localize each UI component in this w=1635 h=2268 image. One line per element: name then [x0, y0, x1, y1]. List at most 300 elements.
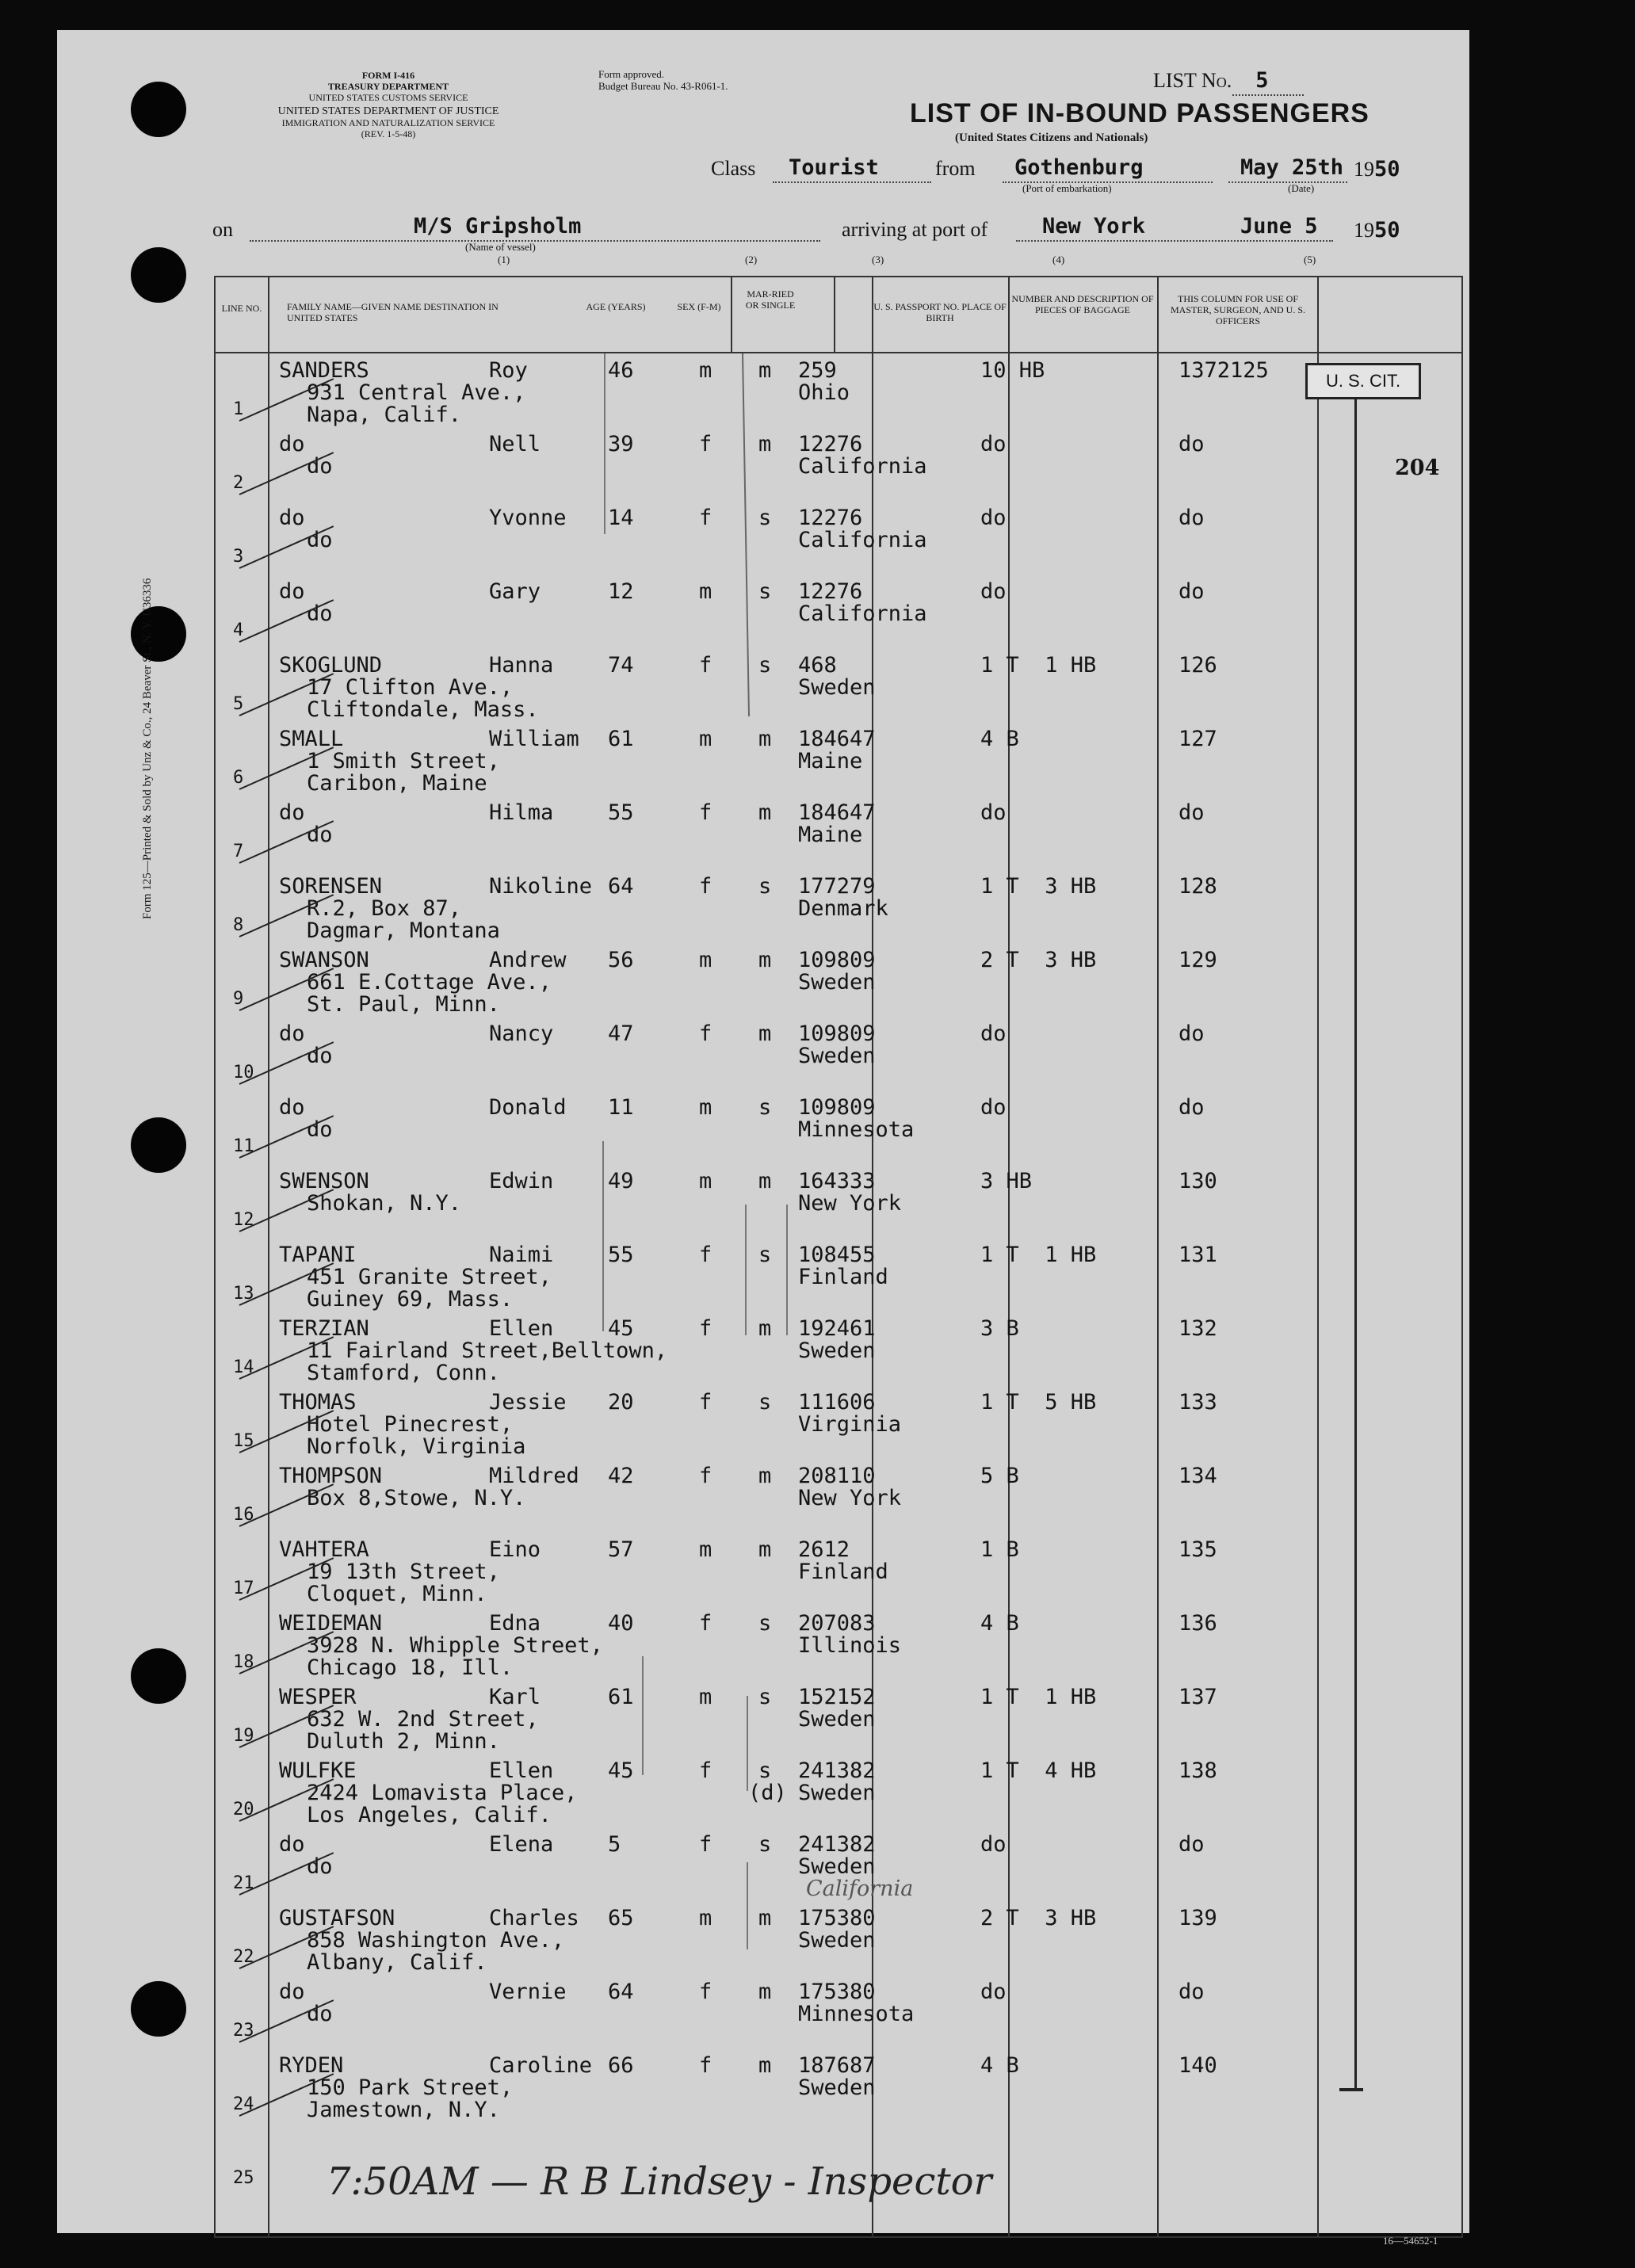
place-of-birth: New York: [798, 1191, 902, 1216]
marital-status: m: [758, 1021, 772, 1046]
given-name: Mildred: [489, 1464, 579, 1488]
destination-line-2: Duluth 2, Minn.: [307, 1729, 500, 1754]
marital-status: s: [758, 1390, 772, 1415]
marital-status: m: [758, 2053, 772, 2078]
baggage-cell: 1 T 1 HB: [980, 1685, 1097, 1709]
family-name: VAHTERA: [279, 1537, 369, 1562]
place-of-birth: Sweden: [798, 1781, 876, 1805]
officer-cell: 131: [1178, 1243, 1217, 1267]
given-name: Edna: [489, 1611, 541, 1636]
sex-cell: m: [699, 1685, 712, 1709]
line-number: 15: [233, 1431, 254, 1451]
punch-hole: [131, 82, 186, 137]
embark-year: [1354, 157, 1400, 181]
sex-cell: m: [699, 948, 712, 972]
family-name: SORENSEN: [279, 874, 383, 899]
page-subtitle: (United States Citizens and Nationals): [955, 132, 1148, 144]
sex-cell: m: [699, 358, 712, 383]
destination-line-1: do: [307, 1117, 333, 1142]
passport-number: 152152: [798, 1685, 876, 1709]
passport-number: 184647: [798, 800, 876, 825]
given-name: Caroline: [489, 2053, 593, 2078]
punch-hole: [131, 1981, 186, 2037]
passport-number: 164333: [798, 1169, 876, 1193]
table-row: [216, 1533, 1461, 1606]
line-number: 20: [233, 1800, 254, 1819]
place-of-birth: Finland: [798, 1265, 888, 1289]
age-cell: 47: [608, 1021, 634, 1046]
table-row: [216, 2048, 1461, 2122]
age-cell: 57: [608, 1537, 634, 1562]
form-revision: (REV. 1-5-48): [361, 128, 416, 139]
family-name: GUSTAFSON: [279, 1906, 395, 1930]
place-of-birth: Sweden: [798, 970, 876, 995]
place-of-birth: Virginia: [798, 1412, 902, 1437]
column-header-baggage: NUMBER AND DESCRIPTION OF PIECES OF BAGGAGE: [1011, 293, 1154, 315]
passport-number: 175380: [798, 1980, 876, 2004]
destination-line-2: Los Angeles, Calif.: [307, 1803, 552, 1827]
baggage-cell: 1 T 1 HB: [980, 1243, 1097, 1267]
destination-line-1: do: [307, 1044, 333, 1068]
from-label: from: [935, 157, 976, 180]
officer-cell: do: [1178, 579, 1205, 604]
line-number: 3: [233, 547, 244, 567]
age-cell: 42: [608, 1464, 634, 1488]
line-number: 25: [233, 2168, 254, 2188]
baggage-cell: 1 T 4 HB: [980, 1758, 1097, 1783]
sex-cell: m: [699, 727, 712, 751]
table-row: [216, 943, 1461, 1017]
place-of-birth: California: [798, 601, 927, 626]
passport-number: 241382: [798, 1758, 876, 1783]
family-name: SMALL: [279, 727, 344, 751]
age-cell: 65: [608, 1906, 634, 1930]
age-cell: 20: [608, 1390, 634, 1415]
budget-line: Budget Bureau No. 43-R061-1.: [598, 80, 728, 92]
punch-hole: [131, 606, 186, 662]
family-name: do: [279, 800, 305, 825]
age-cell: 40: [608, 1611, 634, 1636]
inspector-signature: 7:50AM — R B Lindsey - Inspector: [327, 2159, 992, 2204]
destination-line-1: 19 13th Street,: [307, 1560, 500, 1584]
marital-status: m: [758, 1169, 772, 1193]
form-header-agencies: [202, 70, 575, 139]
column-caption-4: (4): [1052, 254, 1065, 265]
table-row: [216, 1312, 1461, 1385]
sex-cell: f: [699, 1832, 712, 1857]
sex-cell: f: [699, 1243, 712, 1267]
table-row: [216, 501, 1461, 575]
line-number: 17: [233, 1579, 254, 1598]
family-name: TAPANI: [279, 1243, 357, 1267]
destination-line-1: 931 Central Ave.,: [307, 380, 526, 405]
age-cell: 61: [608, 1685, 634, 1709]
officer-cell: 129: [1178, 948, 1217, 972]
marital-status: m: [758, 727, 772, 751]
age-cell: 55: [608, 1243, 634, 1267]
sex-cell: m: [699, 1095, 712, 1120]
officer-cell: 128: [1178, 874, 1217, 899]
baggage-cell: 1 B: [980, 1537, 1019, 1562]
passport-number: 12276: [798, 432, 863, 456]
family-name: SKOGLUND: [279, 653, 383, 678]
given-name: Karl: [489, 1685, 541, 1709]
family-name: do: [279, 1832, 305, 1857]
place-of-birth: Sweden: [798, 675, 876, 700]
baggage-cell: 1 T 5 HB: [980, 1390, 1097, 1415]
place-of-birth: Minnesota: [798, 2002, 915, 2026]
marital-status: m: [758, 432, 772, 456]
embarkation-date: May 25th: [1240, 155, 1344, 180]
destination-line-1: 11 Fairland Street,Belltown,: [307, 1338, 668, 1363]
age-cell: 12: [608, 579, 634, 604]
vessel-name: M/S Gripsholm: [414, 214, 582, 239]
officer-cell: 138: [1178, 1758, 1217, 1783]
destination-line-2: Cliftondale, Mass.: [307, 697, 539, 722]
baggage-cell: 4 B: [980, 2053, 1019, 2078]
baggage-cell: do: [980, 579, 1007, 604]
age-cell: 64: [608, 874, 634, 899]
on-label: on: [212, 218, 233, 241]
passport-number: 177279: [798, 874, 876, 899]
baggage-cell: 4 B: [980, 1611, 1019, 1636]
place-of-birth: Sweden: [798, 1707, 876, 1732]
arrival-line: [1016, 239, 1333, 242]
baggage-cell: do: [980, 1832, 1007, 1857]
approval-note: [598, 68, 728, 92]
officer-cell: 132: [1178, 1316, 1217, 1341]
passport-number: 184647: [798, 727, 876, 751]
marital-status: m: [758, 358, 772, 383]
line-number: 14: [233, 1357, 254, 1377]
baggage-cell: do: [980, 800, 1007, 825]
column-caption-3: (3): [872, 254, 884, 265]
column-header-sex: SEX (F-M): [677, 301, 721, 312]
column-header-officers: THIS COLUMN FOR USE OF MASTER, SURGEON, AND U. S. OFFICERS: [1170, 293, 1306, 326]
age-cell: 5: [608, 1832, 621, 1857]
destination-line-1: do: [307, 601, 333, 626]
table-row: [216, 722, 1461, 796]
table-row: [216, 575, 1461, 648]
baggage-cell: 1 T 3 HB: [980, 874, 1097, 899]
table-row: [216, 353, 1461, 427]
place-of-birth: Minnesota: [798, 1117, 915, 1142]
year-value: 50: [1374, 157, 1400, 181]
family-name: WESPER: [279, 1685, 357, 1709]
officer-cell: 134: [1178, 1464, 1217, 1488]
arrival-year-value: 50: [1374, 218, 1400, 242]
vessel-caption: (Name of vessel): [465, 241, 536, 253]
list-number: 5: [1255, 68, 1269, 93]
marital-status: m: [758, 1980, 772, 2004]
place-of-birth: Sweden: [798, 1338, 876, 1363]
marital-status: s: [758, 874, 772, 899]
table-row: [216, 1827, 1461, 1901]
passport-number: 187687: [798, 2053, 876, 2078]
given-name: Hanna: [489, 653, 554, 678]
sex-cell: f: [699, 1611, 712, 1636]
destination-line-1: Box 8,Stowe, N.Y.: [307, 1486, 526, 1510]
baggage-cell: do: [980, 506, 1007, 530]
destination-line-1: 17 Clifton Ave.,: [307, 675, 514, 700]
table-row: [216, 1754, 1461, 1827]
class-line: [773, 181, 931, 183]
family-name: do: [279, 1021, 305, 1046]
place-of-birth: Denmark: [798, 896, 888, 921]
passport-number: 468: [798, 653, 837, 678]
destination-line-1: 2424 Lomavista Place,: [307, 1781, 578, 1805]
officer-cell: do: [1178, 1095, 1205, 1120]
sex-cell: m: [699, 1169, 712, 1193]
given-name: Ellen: [489, 1758, 554, 1783]
destination-line-1: do: [307, 454, 333, 479]
table-row: [216, 427, 1461, 501]
punch-hole: [131, 1117, 186, 1173]
column-caption-5: (5): [1304, 254, 1316, 265]
age-cell: 64: [608, 1980, 634, 2004]
table-row: [216, 648, 1461, 722]
destination-line-1: 451 Granite Street,: [307, 1265, 552, 1289]
officer-cell: 140: [1178, 2053, 1217, 2078]
age-cell: 46: [608, 358, 634, 383]
table-row: [216, 1975, 1461, 2048]
officer-cell: 130: [1178, 1169, 1217, 1193]
place-of-birth: Sweden: [798, 2075, 876, 2100]
destination-line-1: 3928 N. Whipple Street,: [307, 1633, 603, 1658]
destination-line-2: Albany, Calif.: [307, 1950, 487, 1975]
baggage-cell: 3 HB: [980, 1169, 1033, 1193]
officer-cell: 133: [1178, 1390, 1217, 1415]
sex-cell: f: [699, 506, 712, 530]
marital-status: m: [758, 948, 772, 972]
destination-line-2: Chicago 18, Ill.: [307, 1655, 514, 1680]
age-cell: 14: [608, 506, 634, 530]
marital-status: m: [758, 800, 772, 825]
marital-status: s: [758, 506, 772, 530]
family-name: do: [279, 1095, 305, 1120]
officer-cell: 137: [1178, 1685, 1217, 1709]
sex-cell: f: [699, 653, 712, 678]
sex-cell: f: [699, 1316, 712, 1341]
age-cell: 45: [608, 1758, 634, 1783]
destination-line-2: Jamestown, N.Y.: [307, 2098, 500, 2122]
destination-line-1: do: [307, 528, 333, 552]
destination-line-1: do: [307, 1854, 333, 1879]
officer-cell: do: [1178, 432, 1205, 456]
officer-cell: 127: [1178, 727, 1217, 751]
embarkation-port: Gothenburg: [1014, 155, 1144, 180]
destination-line-2: Stamford, Conn.: [307, 1361, 500, 1385]
given-name: Nell: [489, 432, 541, 456]
destination-line-2: Cloquet, Minn.: [307, 1582, 487, 1606]
destination-line-1: Shokan, N.Y.: [307, 1191, 462, 1216]
line-number: 18: [233, 1652, 254, 1672]
table-row: [216, 869, 1461, 943]
class-label: Class: [711, 157, 756, 180]
column-header-line: LINE NO.: [221, 303, 262, 314]
list-no-line: [1232, 94, 1304, 96]
sex-cell: f: [699, 1758, 712, 1783]
sex-cell: f: [699, 800, 712, 825]
sex-cell: f: [699, 432, 712, 456]
family-name: TERZIAN: [279, 1316, 369, 1341]
passport-number: 109809: [798, 1095, 876, 1120]
line-number: 8: [233, 915, 244, 935]
line-number: 22: [233, 1947, 254, 1967]
table-row: [216, 1680, 1461, 1754]
sex-cell: f: [699, 1390, 712, 1415]
passenger-table: [214, 276, 1463, 2238]
family-name: THOMAS: [279, 1390, 357, 1415]
age-cell: 66: [608, 2053, 634, 2078]
stamp-count: 204: [1395, 456, 1440, 480]
passport-number: 207083: [798, 1611, 876, 1636]
given-name: Eino: [489, 1537, 541, 1562]
passport-number: 109809: [798, 948, 876, 972]
destination-line-2: Norfolk, Virginia: [307, 1434, 526, 1459]
given-name: Vernie: [489, 1980, 567, 2004]
arrival-port: New York: [1042, 214, 1146, 239]
table-row: [216, 1090, 1461, 1164]
class-value: Tourist: [789, 155, 879, 180]
table-row: [216, 1238, 1461, 1312]
age-cell: 45: [608, 1316, 634, 1341]
age-cell: 55: [608, 800, 634, 825]
place-of-birth: Maine: [798, 823, 863, 847]
passport-number: 208110: [798, 1464, 876, 1488]
place-of-birth-correction: California: [806, 1877, 914, 1901]
sex-cell: f: [699, 874, 712, 899]
age-cell: 11: [608, 1095, 634, 1120]
destination-line-2: Caribon, Maine: [307, 771, 487, 796]
dept-customs: UNITED STATES CUSTOMS SERVICE: [308, 92, 468, 103]
given-name: Hilma: [489, 800, 554, 825]
sex-cell: f: [699, 1464, 712, 1488]
bracket-line: [1354, 398, 1357, 2090]
baggage-cell: 5 B: [980, 1464, 1019, 1488]
family-name: WEIDEMAN: [279, 1611, 383, 1636]
officer-cell: 139: [1178, 1906, 1217, 1930]
place-of-birth: Ohio: [798, 380, 850, 405]
family-name: do: [279, 579, 305, 604]
line-number: 4: [233, 620, 244, 640]
destination-line-1: 661 E.Cottage Ave.,: [307, 970, 552, 995]
destination-line-1: do: [307, 2002, 333, 2026]
given-name: Roy: [489, 358, 528, 383]
given-name: Nancy: [489, 1021, 554, 1046]
form-footer-code: 16—54652-1: [1383, 2235, 1438, 2247]
baggage-cell: do: [980, 1980, 1007, 2004]
destination-line-1: 632 W. 2nd Street,: [307, 1707, 539, 1732]
passport-number: 192461: [798, 1316, 876, 1341]
given-name: Yvonne: [489, 506, 567, 530]
page-title: LIST OF IN-BOUND PASSENGERS: [910, 98, 1370, 128]
given-name: Gary: [489, 579, 541, 604]
family-name: THOMPSON: [279, 1464, 383, 1488]
officer-cell: do: [1178, 1021, 1205, 1046]
place-of-birth: Sweden: [798, 1854, 876, 1879]
column-header-passport: U. S. PASSPORT NO. PLACE OF BIRTH: [873, 301, 1007, 323]
passport-number: 111606: [798, 1390, 876, 1415]
marital-status-note: (d): [748, 1781, 787, 1805]
dept-treasury: TREASURY DEPARTMENT: [327, 81, 449, 92]
destination-line-1: R.2, Box 87,: [307, 896, 462, 921]
column-header-name: FAMILY NAME—GIVEN NAME DESTINATION IN UNITED STATES: [287, 301, 499, 323]
line-number: 6: [233, 768, 244, 788]
passport-number: 12276: [798, 506, 863, 530]
table-row: [216, 1901, 1461, 1975]
list-number-label: [1153, 68, 1268, 93]
marital-status: s: [758, 653, 772, 678]
line-number: 19: [233, 1726, 254, 1746]
punch-hole: [131, 247, 186, 303]
baggage-cell: 2 T 3 HB: [980, 1906, 1097, 1930]
destination-line-2: Guiney 69, Mass.: [307, 1287, 514, 1312]
family-name: RYDEN: [279, 2053, 344, 2078]
place-of-birth: California: [798, 454, 927, 479]
baggage-cell: 1 T 1 HB: [980, 653, 1097, 678]
marital-status: s: [758, 579, 772, 604]
sex-cell: f: [699, 2053, 712, 2078]
passport-number: 241382: [798, 1832, 876, 1857]
place-of-birth: Sweden: [798, 1928, 876, 1953]
marital-status: m: [758, 1464, 772, 1488]
line-number: 2: [233, 473, 244, 493]
given-name: Ellen: [489, 1316, 554, 1341]
arriving-label: arriving at port of: [842, 218, 988, 241]
line-number: 11: [233, 1136, 254, 1156]
sex-cell: m: [699, 1906, 712, 1930]
given-name: Charles: [489, 1906, 579, 1930]
family-name: do: [279, 506, 305, 530]
year-prefix: 19: [1354, 158, 1374, 181]
passport-number: 12276: [798, 579, 863, 604]
table-row: [216, 1606, 1461, 1680]
family-name: SWANSON: [279, 948, 369, 972]
officer-cell: 1372125: [1178, 358, 1269, 383]
destination-line-1: Hotel Pinecrest,: [307, 1412, 514, 1437]
baggage-cell: 10 HB: [980, 358, 1045, 383]
baggage-cell: do: [980, 432, 1007, 456]
family-name: SANDERS: [279, 358, 369, 383]
line-number: 16: [233, 1505, 254, 1525]
line-number: 13: [233, 1284, 254, 1304]
given-name: Naimi: [489, 1243, 554, 1267]
officer-cell: do: [1178, 1980, 1205, 2004]
passport-number: 175380: [798, 1906, 876, 1930]
officer-cell: 136: [1178, 1611, 1217, 1636]
line-number: 12: [233, 1210, 254, 1230]
line-number: 7: [233, 842, 244, 861]
given-name: Andrew: [489, 948, 567, 972]
line-number: 10: [233, 1063, 254, 1082]
destination-line-1: 150 Park Street,: [307, 2075, 514, 2100]
arrival-date: June 5: [1240, 214, 1318, 239]
place-of-birth: New York: [798, 1486, 902, 1510]
baggage-cell: 3 B: [980, 1316, 1019, 1341]
passport-number: 259: [798, 358, 837, 383]
place-of-birth: Illinois: [798, 1633, 902, 1658]
dept-ins: IMMIGRATION AND NATURALIZATION SERVICE: [281, 117, 495, 128]
age-cell: 39: [608, 432, 634, 456]
baggage-cell: 2 T 3 HB: [980, 948, 1097, 972]
table-row: [216, 1164, 1461, 1238]
destination-line-1: 1 Smith Street,: [307, 749, 500, 773]
destination-line-1: 858 Washington Ave.,: [307, 1928, 565, 1953]
line-number: 24: [233, 2094, 254, 2114]
line-number: 1: [233, 399, 244, 419]
age-cell: 61: [608, 727, 634, 751]
